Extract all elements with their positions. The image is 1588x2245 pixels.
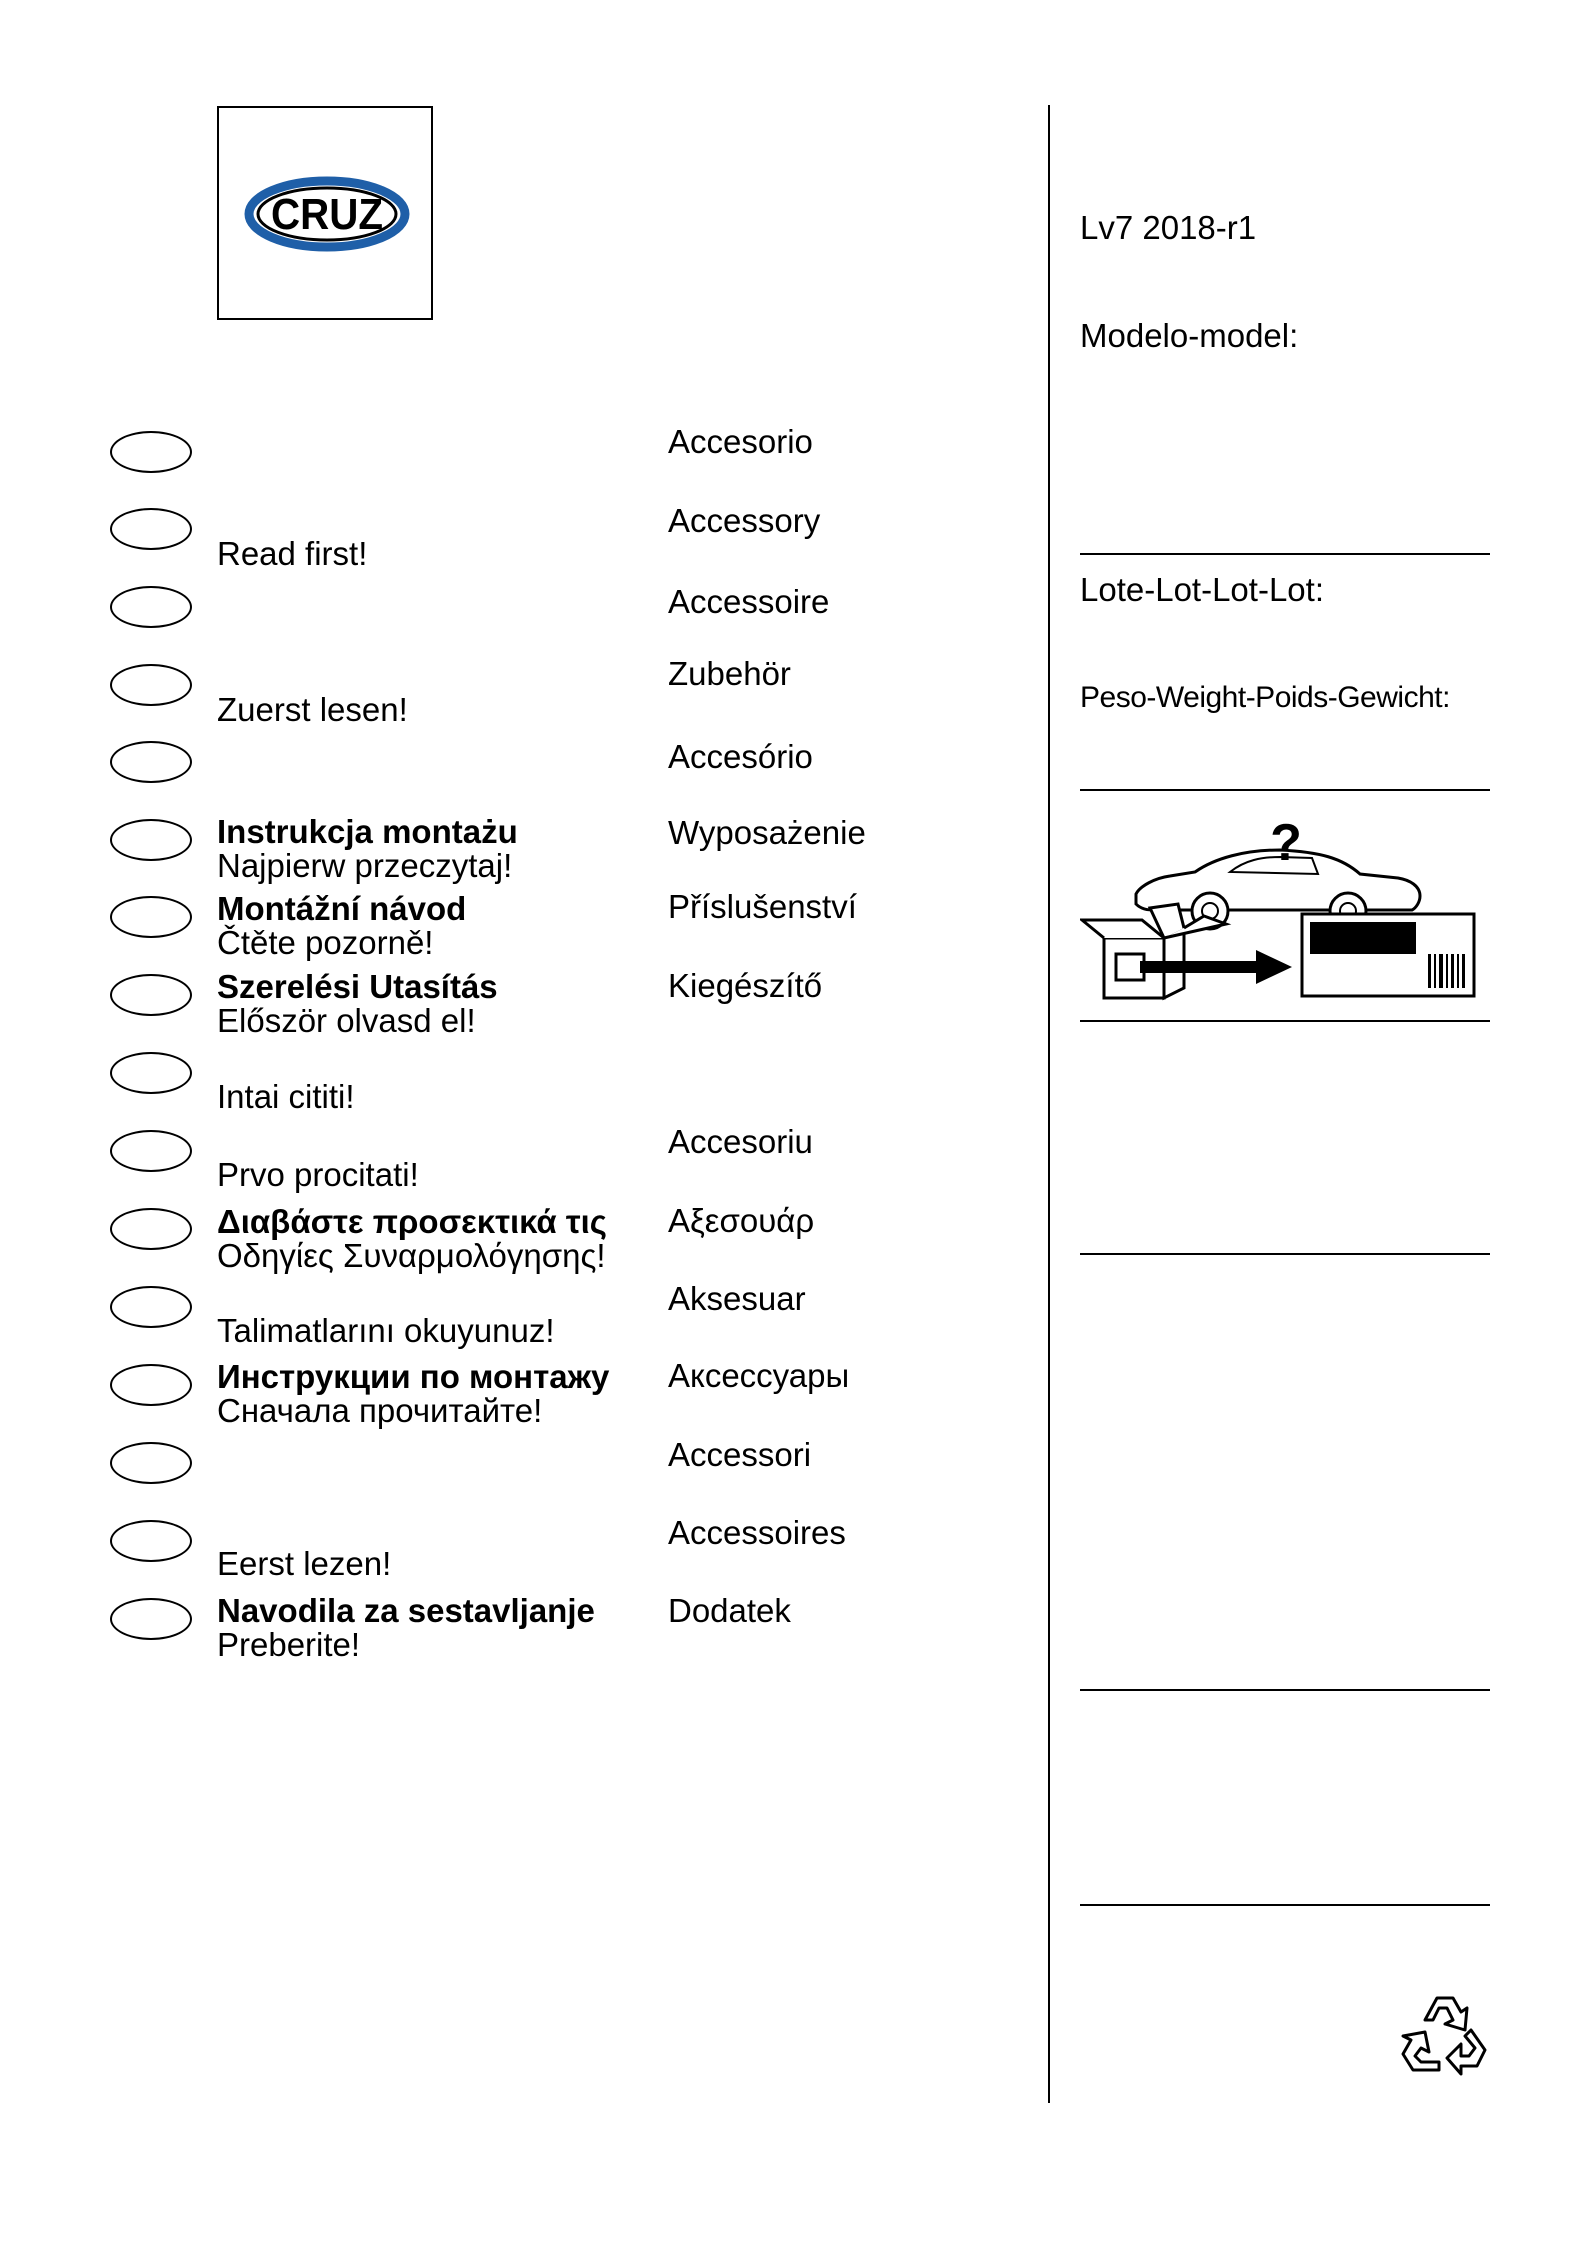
logo-text: CRUZ: [271, 190, 383, 239]
instruction-normal: Сначала прочитайте!: [217, 1392, 543, 1429]
accessory-label: Accessory: [668, 502, 821, 539]
language-checkbox-oval[interactable]: [110, 664, 192, 706]
instruction-bold: Montážní návod: [217, 890, 467, 927]
language-checkbox-oval[interactable]: [110, 819, 192, 861]
instruction-normal: Talimatlarını okuyunuz!: [217, 1312, 555, 1349]
instruction-normal: Preberite!: [217, 1626, 361, 1663]
instruction-text: [217, 1205, 607, 1273]
language-checkbox-oval[interactable]: [110, 1598, 192, 1640]
accessory-label: Aksesuar: [668, 1280, 806, 1317]
instruction-text: [217, 1360, 609, 1428]
language-checkbox-oval[interactable]: [110, 1364, 192, 1406]
language-checkbox-oval[interactable]: [110, 1208, 192, 1250]
model-label: Modelo-model:: [1080, 317, 1299, 354]
instruction-normal: Read first!: [217, 535, 368, 572]
instruction-bold: Navodila za sestavljanje: [217, 1592, 595, 1629]
divider-line: [1080, 553, 1490, 555]
accessory-label: Accessoire: [668, 583, 830, 620]
weight-label: Peso-Weight-Poids-Gewicht:: [1080, 681, 1450, 714]
instruction-text: [217, 693, 408, 727]
language-checkbox-oval[interactable]: [110, 896, 192, 938]
instruction-normal: Najpierw przeczytaj!: [217, 847, 513, 884]
instruction-normal: Intai cititi!: [217, 1078, 355, 1115]
divider-line: [1080, 789, 1490, 791]
language-checkbox-oval[interactable]: [110, 1130, 192, 1172]
version-label: Lv7 2018-r1: [1080, 209, 1257, 246]
accessory-label: Kiegészítő: [668, 967, 823, 1004]
instruction-normal: Zuerst lesen!: [217, 691, 408, 728]
language-checkbox-oval[interactable]: [110, 1442, 192, 1484]
instruction-bold: Szerelési Utasítás: [217, 968, 498, 1005]
instruction-text: [217, 1594, 595, 1662]
instruction-normal: Először olvasd el!: [217, 1002, 476, 1039]
accessory-label: Zubehör: [668, 655, 791, 692]
recycle-icon: [1395, 1990, 1491, 2087]
box-to-label-icon: [1082, 904, 1474, 998]
accessory-label: Příslušenství: [668, 888, 857, 925]
accessory-label: Accesoriu: [668, 1123, 813, 1160]
accessory-label: Αξεσουάρ: [668, 1202, 815, 1239]
divider-line: [1080, 1020, 1490, 1022]
svg-text:?: ?: [1270, 814, 1302, 872]
instruction-text: [217, 1158, 419, 1192]
language-checkbox-oval[interactable]: [110, 741, 192, 783]
car-question-icon: [1080, 808, 1490, 1013]
language-checkbox-oval[interactable]: [110, 586, 192, 628]
language-checkbox-oval[interactable]: [110, 1520, 192, 1562]
instruction-text: [217, 1547, 391, 1581]
language-checkbox-oval[interactable]: [110, 431, 192, 473]
language-checkbox-oval[interactable]: [110, 508, 192, 550]
accessory-label: Accesorio: [668, 423, 813, 460]
instruction-text: [217, 815, 518, 883]
accessory-label: Wyposażenie: [668, 814, 866, 851]
divider-line: [1080, 1904, 1490, 1906]
instruction-normal: Prvo procitati!: [217, 1156, 419, 1193]
accessory-label: Аксессуары: [668, 1357, 850, 1394]
instruction-bold: Διαβάστε προσεκτικά τις: [217, 1203, 607, 1240]
brand-logo: [217, 106, 433, 320]
language-checkbox-oval[interactable]: [110, 1286, 192, 1328]
accessory-label: Dodatek: [668, 1592, 791, 1629]
accessory-label: Accessori: [668, 1436, 812, 1473]
instruction-text: [217, 892, 466, 960]
divider-line: [1080, 1253, 1490, 1255]
instruction-text: [217, 1314, 555, 1348]
accessory-label: Accessoires: [668, 1514, 846, 1551]
instruction-normal: Čtěte pozorně!: [217, 924, 434, 961]
column-divider: [1048, 105, 1050, 2103]
instruction-bold: Instrukcja montażu: [217, 813, 518, 850]
instruction-bold: Инструкции по монтажу: [217, 1358, 610, 1395]
divider-line: [1080, 1689, 1490, 1691]
language-checkbox-oval[interactable]: [110, 974, 192, 1016]
accessory-label: Accesório: [668, 738, 813, 775]
instruction-normal: Eerst lezen!: [217, 1545, 392, 1582]
instruction-text: [217, 970, 498, 1038]
instruction-text: [217, 1080, 355, 1114]
instruction-normal: Οδηγίες Συναρμολόγησης!: [217, 1237, 606, 1274]
language-checkbox-oval[interactable]: [110, 1052, 192, 1094]
lot-label: Lote-Lot-Lot-Lot:: [1080, 571, 1324, 608]
instruction-text: [217, 537, 367, 571]
